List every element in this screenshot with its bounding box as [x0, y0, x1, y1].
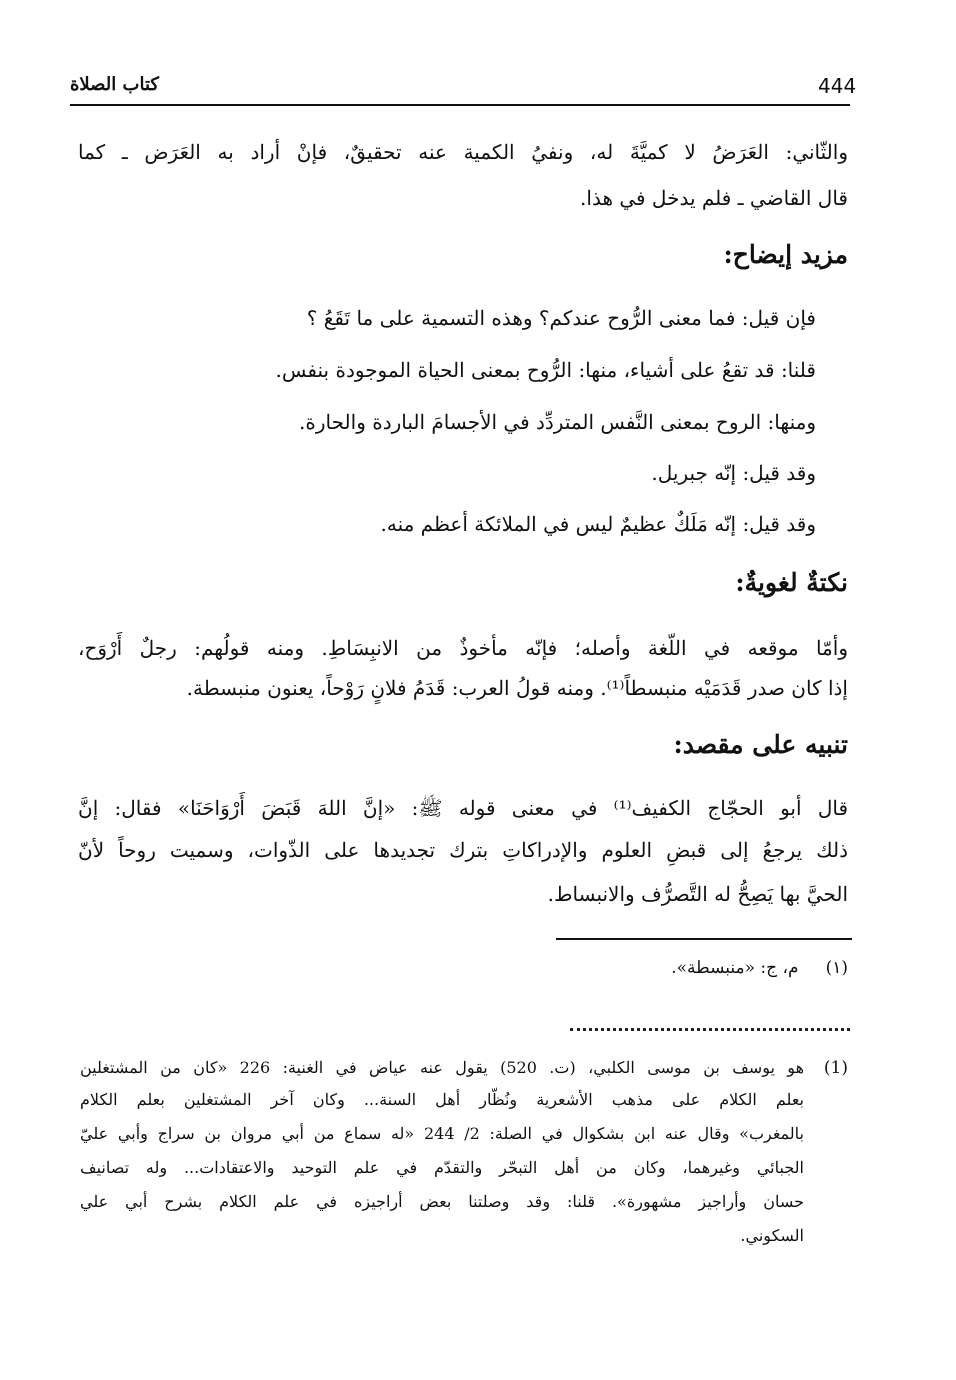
- bio-footnote-line-6: السكوني.: [740, 1226, 804, 1245]
- bio-footnote-line-3: بالمغرب» وقال عنه ابن بشكوال في الصلة: 2/ 244 «له سماع من أبي مروان بن سراج وأبي عليّ: [80, 1124, 804, 1143]
- footnote-marker: (١): [825, 958, 848, 978]
- qa-line-5: وقد قيل: إنّه مَلَكٌ عظيمٌ ليس في الملائكة أعظم منه.: [380, 512, 816, 536]
- book-title: كتاب الصلاة: [70, 74, 159, 95]
- para3-line-3: الحيَّ بها يَصِحُّ له التَّصرُّف والانبساط.: [547, 882, 848, 906]
- section-heading-linguistic: نكتةٌ لغويةٌ:: [735, 568, 848, 597]
- para3-line-1: قال أبو الحجّاج الكفيف⁽¹⁾ في معنى قوله ﷺ: «إنَّ اللهَ قَبَضَ أَرْوَاحَنَا» فقال: إنَّ: [78, 796, 849, 820]
- dotted-separator: [570, 1028, 850, 1031]
- qa-line-1: فإن قيل: فما معنى الرُّوح عندكم؟ وهذه التسمية على ما تَقَعُ ؟: [306, 306, 816, 330]
- bio-footnote-line-2: بعلم الكلام على مذهب الأشعرية ونُظّار أهل السنة... وكان آخر المشتغلين بعلم الكلام: [80, 1090, 804, 1109]
- qa-line-4: وقد قيل: إنّه جبريل.: [651, 461, 816, 485]
- para2-line-2: إذا كان صدر قَدَمَيْه منبسطاً⁽¹⁾. ومنه قولُ العرب: قَدَمُ فلانٍ رَوْحاً، يعنون منبسطة.: [186, 676, 848, 700]
- section-heading-clarification: مزيد إيضاح:: [723, 240, 848, 269]
- footnote-separator: [556, 938, 852, 940]
- qa-line-3: ومنها: الروح بمعنى النَّفس المتردِّد في الأجسامَ الباردة والحارة.: [299, 410, 816, 434]
- variant-footnote: [671, 958, 848, 978]
- para3-line-2: ذلك يرجعُ إلى قبضِ العلوم والإدراكاتِ بترك تجديدها على الذّوات، وسميت روحاً لأنّ: [78, 838, 848, 862]
- running-header: [70, 68, 857, 106]
- section-heading-note: تنبيه على مقصد:: [673, 730, 848, 759]
- bio-footnote-marker: (1): [823, 1058, 848, 1078]
- qa-line-2: قلنا: قد تقعُ على أشياء، منها: الرُّوح بمعنى الحياة الموجودة بنفس.: [275, 358, 816, 382]
- bio-footnote-line-5: حسان وأراجيز مشهورة». قلنا: وقد وصلتنا بعض أراجيزه في علم الكلام بشرح أبي علي: [80, 1192, 805, 1211]
- footnote-text: م، ج: «منبسطة».: [671, 958, 799, 978]
- para2-line-1: وأمّا موقعه في اللّغة وأصله؛ فإنّه مأخوذٌ من الانبِسَاطِ. ومنه قولُهم: رجلٌ أَرْوَح،: [78, 636, 848, 660]
- bio-footnote-line-4: الجبائي وغيرهما، وكان من أهل التبحّر والتقدّم في علم التوحيد والاعتقادات... وله تصانيف: [80, 1158, 804, 1177]
- para1-line-2: قال القاضي ـ فلم يدخل في هذا.: [580, 186, 848, 210]
- para1-line-1: والثّاني: العَرَضُ لا كميَّةَ له، ونفيُ الكمية عنه تحقيقٌ، فإنْ أراد به العَرَض ـ كما: [78, 140, 848, 164]
- page-number: 444: [818, 74, 857, 98]
- bio-footnote-line-1: هو يوسف بن موسى الكلبي، (ت. 520) يقول عنه عياض في الغنية: 226 «كان من المشتغلين: [80, 1058, 805, 1077]
